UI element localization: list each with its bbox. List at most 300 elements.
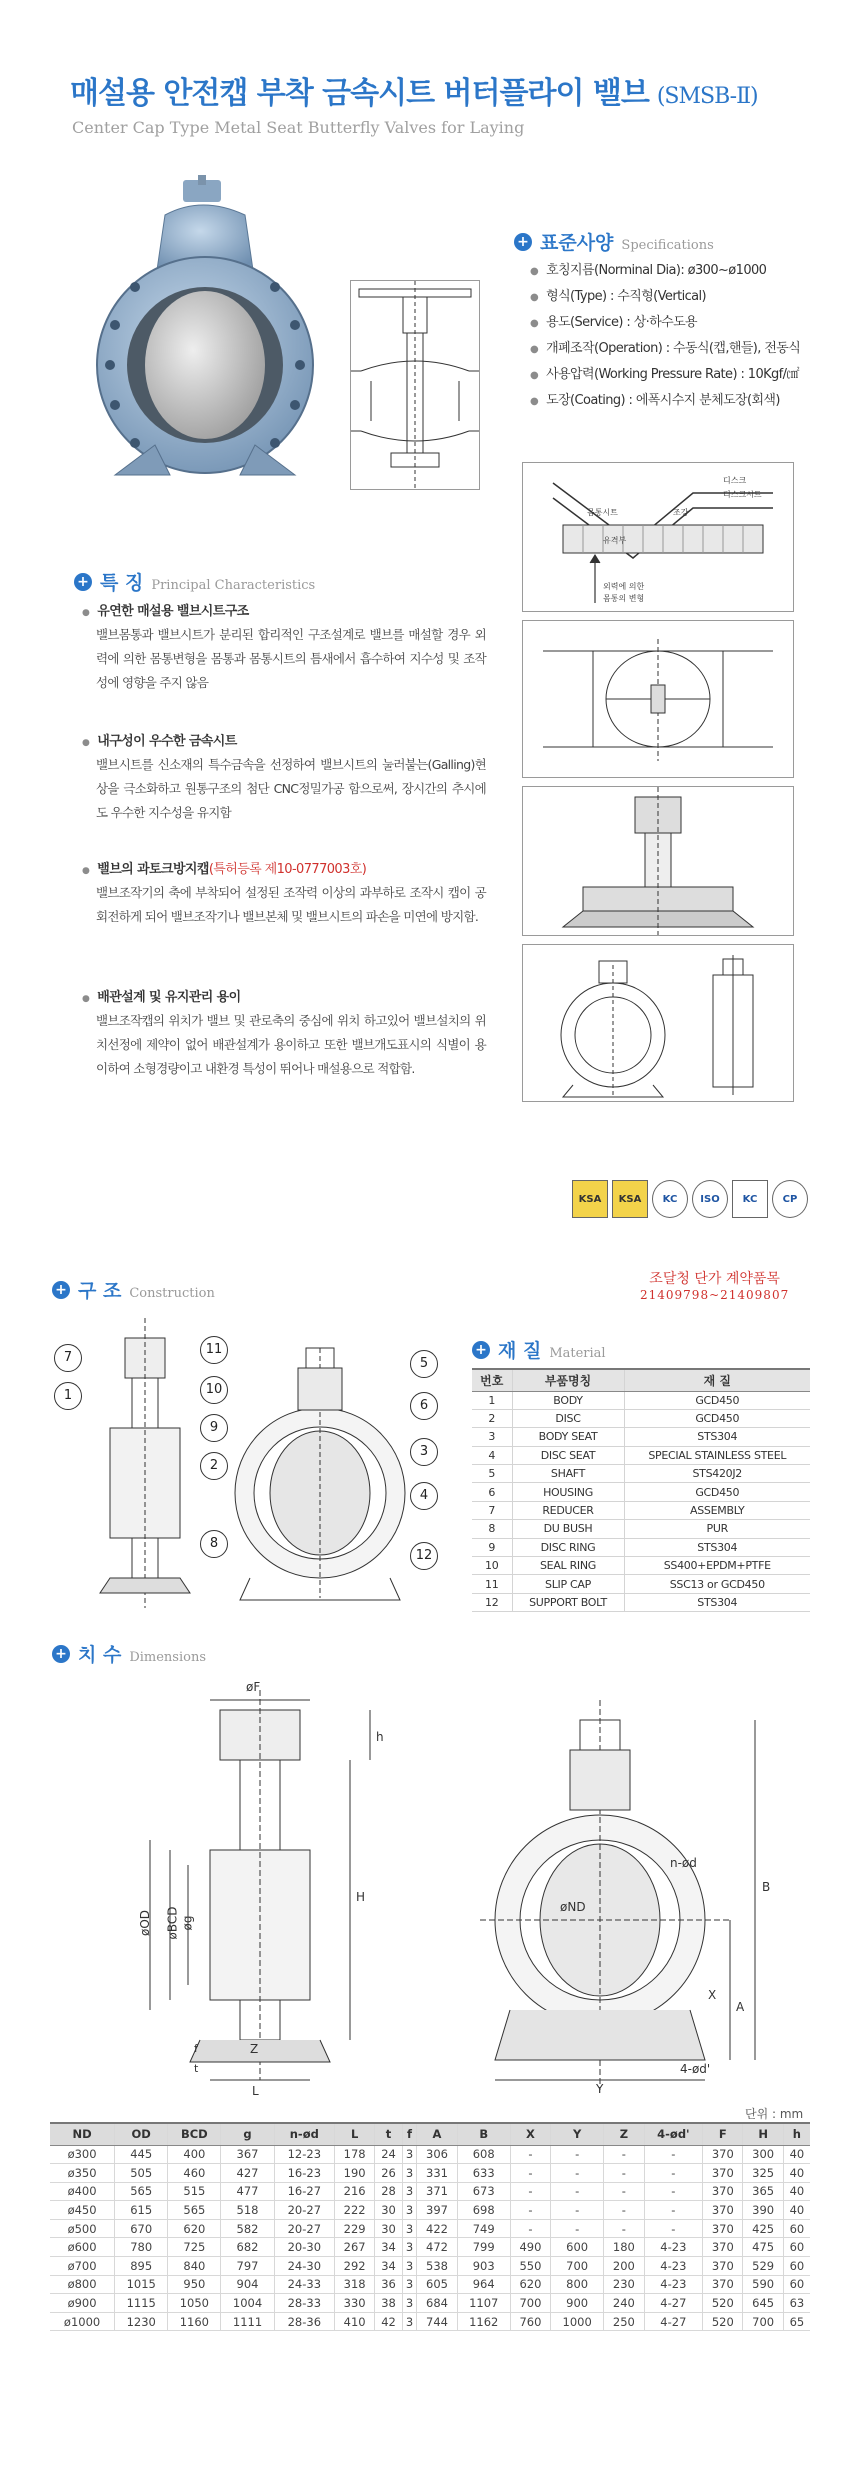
label-external-force: 외력에 의한 (603, 582, 645, 591)
table-cell: ASSEMBLY (624, 1501, 810, 1519)
table-cell: 425 (743, 2219, 783, 2238)
label-disc: 디스크 (723, 476, 747, 485)
dimension-header-row (50, 2123, 810, 2145)
table-cell: 24-30 (274, 2257, 334, 2276)
label-deformation: 몸통의 변형 (603, 594, 645, 603)
table-cell: 331 (417, 2164, 457, 2183)
table-cell: 3 (402, 2275, 417, 2294)
feature-heading: 유연한 매설용 밸브시트구조 (97, 604, 249, 619)
construction-title-en: Construction (129, 1286, 215, 1301)
table-cell: ø900 (50, 2294, 115, 2313)
feature-item (96, 600, 486, 695)
table-cell: 725 (168, 2238, 221, 2257)
plus-icon: + (514, 233, 532, 251)
table-cell: - (604, 2219, 644, 2238)
table-cell: 370 (703, 2164, 743, 2183)
table-cell: 365 (743, 2182, 783, 2201)
column-header: ND (50, 2123, 115, 2145)
table-row (472, 1575, 810, 1593)
table-cell: 645 (743, 2294, 783, 2313)
table-cell: 65 (783, 2312, 810, 2331)
table-cell: 6 (472, 1483, 512, 1501)
table-cell: 400 (168, 2145, 221, 2164)
table-cell: 370 (703, 2257, 743, 2276)
table-cell: 28-36 (274, 2312, 334, 2331)
contract-text: 조달청 단가 계약품목 (649, 1271, 780, 1287)
table-cell: 370 (703, 2145, 743, 2164)
dim-label-nd: n-ød (670, 1856, 697, 1870)
table-cell: 16-27 (274, 2182, 334, 2201)
table-cell: 20-30 (274, 2238, 334, 2257)
table-cell: - (604, 2182, 644, 2201)
feature-item (96, 858, 486, 929)
feature-body: 밸브조작기의 축에 부착되어 설정된 조작력 이상의 과부하로 조작시 캡이 공회전하게 되어 밸브조작기나 밸브본체 및 밸브시트의 파손을 미연에 방지함. (96, 885, 486, 924)
callout-3: 3 (410, 1438, 438, 1466)
feature-heading: 내구성이 우수한 금속시트 (97, 734, 237, 749)
table-cell: 9 (472, 1538, 512, 1556)
column-header: Z (604, 2123, 644, 2145)
table-cell: 780 (115, 2238, 168, 2257)
column-header: A (417, 2123, 457, 2145)
table-cell: 250 (604, 2312, 644, 2331)
table-cell: 895 (115, 2257, 168, 2276)
table-cell: HOUSING (512, 1483, 624, 1501)
certification-logos (572, 1180, 808, 1218)
table-cell: 4-23 (644, 2275, 703, 2294)
table-cell: ø500 (50, 2219, 115, 2238)
table-row (50, 2145, 810, 2164)
table-cell: - (644, 2182, 703, 2201)
table-cell: 3 (402, 2145, 417, 2164)
table-cell: 700 (551, 2257, 604, 2276)
table-cell: - (551, 2182, 604, 2201)
table-cell: BODY SEAT (512, 1428, 624, 1446)
construction-heading (52, 1276, 215, 1303)
contract-numbers: 21409798~21409807 (640, 1288, 790, 1302)
feature-item (96, 986, 486, 1081)
cap-drawing (522, 786, 794, 936)
table-cell: 550 (510, 2257, 550, 2276)
table-cell: 330 (335, 2294, 375, 2313)
table-cell: SS400+EPDM+PTFE (624, 1557, 810, 1575)
table-cell: ø400 (50, 2182, 115, 2201)
table-cell: 620 (510, 2275, 550, 2294)
table-cell: 1050 (168, 2294, 221, 2313)
callout-1: 1 (54, 1382, 82, 1410)
table-cell: 760 (510, 2312, 550, 2331)
table-cell: 633 (457, 2164, 510, 2183)
table-cell: 60 (783, 2238, 810, 2257)
table-cell: 904 (221, 2275, 274, 2294)
column-header: h (783, 2123, 810, 2145)
seat-detail-drawing (522, 462, 794, 612)
table-cell: 700 (510, 2294, 550, 2313)
section-drawing (350, 280, 480, 490)
table-cell: STS420J2 (624, 1465, 810, 1483)
table-cell: 60 (783, 2275, 810, 2294)
table-cell: 30 (375, 2219, 402, 2238)
table-cell: 292 (335, 2257, 375, 2276)
table-cell: 903 (457, 2257, 510, 2276)
table-row (472, 1520, 810, 1538)
table-cell: 422 (417, 2219, 457, 2238)
table-cell: 605 (417, 2275, 457, 2294)
plus-icon: + (472, 1341, 490, 1359)
table-cell: 490 (510, 2238, 550, 2257)
table-cell: 590 (743, 2275, 783, 2294)
dim-label-X: X (708, 1988, 717, 2002)
spec-list (530, 258, 800, 414)
label-disc-seat: 디스크시트 (723, 490, 762, 499)
table-cell: - (551, 2219, 604, 2238)
dim-label-Z: Z (250, 2042, 259, 2056)
table-cell: 306 (417, 2145, 457, 2164)
table-cell: 370 (703, 2182, 743, 2201)
table-cell: ø300 (50, 2145, 115, 2164)
table-row (50, 2257, 810, 2276)
table-row (50, 2312, 810, 2331)
page-title (70, 68, 758, 112)
table-cell: 840 (168, 2257, 221, 2276)
table-cell: REDUCER (512, 1501, 624, 1519)
table-cell: 1 (472, 1391, 512, 1409)
table-cell: STS304 (624, 1428, 810, 1446)
dimensions-heading (52, 1640, 206, 1667)
table-cell: 520 (703, 2312, 743, 2331)
material-table-body (472, 1391, 810, 1612)
table-cell: 40 (783, 2145, 810, 2164)
characteristics-title-en: Principal Characteristics (151, 578, 316, 593)
table-row (472, 1501, 810, 1519)
table-cell: 200 (604, 2257, 644, 2276)
table-cell: 744 (417, 2312, 457, 2331)
table-cell: 4-23 (644, 2238, 703, 2257)
table-cell: 267 (335, 2238, 375, 2257)
table-cell: PUR (624, 1520, 810, 1538)
unit-label: 단위 : mm (745, 2107, 804, 2121)
table-cell: 5 (472, 1465, 512, 1483)
spec-heading (514, 228, 714, 255)
table-cell: 230 (604, 2275, 644, 2294)
label-body-seat: 몸통시트 (587, 508, 618, 517)
table-cell: - (644, 2201, 703, 2220)
callout-7: 7 (54, 1344, 82, 1372)
material-header-row (472, 1369, 810, 1391)
dim-label-t: t (194, 2062, 199, 2075)
column-header: OD (115, 2123, 168, 2145)
spec-title: 표준사양 (540, 232, 614, 254)
dim-label-OD: øOD (138, 1909, 153, 1937)
material-title: 재 질 (498, 1340, 542, 1362)
table-cell: SUPPORT BOLT (512, 1593, 624, 1611)
construction-drawing (50, 1318, 460, 1608)
table-cell: 10 (472, 1557, 512, 1575)
table-row (472, 1538, 810, 1556)
column-header: H (743, 2123, 783, 2145)
table-cell: - (551, 2145, 604, 2164)
column-header: g (221, 2123, 274, 2145)
table-cell: 370 (703, 2219, 743, 2238)
table-cell: 20-27 (274, 2219, 334, 2238)
table-cell: 1000 (551, 2312, 604, 2331)
table-cell: 28 (375, 2182, 402, 2201)
table-cell: SHAFT (512, 1465, 624, 1483)
table-row (472, 1428, 810, 1446)
table-cell: 2 (472, 1409, 512, 1427)
table-cell: 371 (417, 2182, 457, 2201)
table-cell: 40 (783, 2164, 810, 2183)
table-cell: - (510, 2201, 550, 2220)
callout-4: 4 (410, 1482, 438, 1510)
table-cell: 20-27 (274, 2201, 334, 2220)
table-row (472, 1446, 810, 1464)
table-cell: SSC13 or GCD450 (624, 1575, 810, 1593)
table-cell: - (604, 2164, 644, 2183)
table-cell: 367 (221, 2145, 274, 2164)
table-cell: 16-23 (274, 2164, 334, 2183)
table-cell: 300 (743, 2145, 783, 2164)
table-row (50, 2182, 810, 2201)
spec-item: ● 사용압력(Working Pressure Rate) : 10Kgf/㎠ (530, 362, 800, 388)
table-cell: 180 (604, 2238, 644, 2257)
table-cell: 24-33 (274, 2275, 334, 2294)
dim-label-ND: øND (560, 1900, 586, 1914)
table-cell: 3 (402, 2312, 417, 2331)
column-header: B (457, 2123, 510, 2145)
table-row (472, 1409, 810, 1427)
dim-label-A: A (736, 2000, 745, 2014)
construction-title: 구 조 (78, 1280, 122, 1302)
table-row (472, 1557, 810, 1575)
table-cell: 370 (703, 2201, 743, 2220)
table-cell: ø800 (50, 2275, 115, 2294)
patent-number: (특허등록 제10-0777003호) (208, 862, 367, 877)
table-cell: 600 (551, 2238, 604, 2257)
table-cell: GCD450 (624, 1483, 810, 1501)
column-header: n-ød (274, 2123, 334, 2145)
table-cell: 216 (335, 2182, 375, 2201)
callout-10: 10 (200, 1376, 228, 1404)
spec-item: ● 도장(Coating) : 에폭시수지 분체도장(회색) (530, 388, 800, 414)
table-cell: DISC RING (512, 1538, 624, 1556)
cp-logo: CP (772, 1180, 808, 1218)
table-cell: 410 (335, 2312, 375, 2331)
table-cell: 318 (335, 2275, 375, 2294)
table-cell: - (604, 2145, 644, 2164)
characteristics-heading (74, 568, 315, 595)
column-header: f (402, 2123, 417, 2145)
column-header: Y (551, 2123, 604, 2145)
table-cell: 799 (457, 2238, 510, 2257)
table-cell: DISC SEAT (512, 1446, 624, 1464)
table-cell: - (510, 2145, 550, 2164)
plus-icon: + (74, 573, 92, 591)
table-cell: 472 (417, 2238, 457, 2257)
table-cell: 475 (743, 2238, 783, 2257)
dim-label-F: øF (246, 1680, 261, 1694)
table-cell: 749 (457, 2219, 510, 2238)
table-cell: 673 (457, 2182, 510, 2201)
column-header: L (335, 2123, 375, 2145)
feature-item (96, 730, 486, 825)
table-cell: 370 (703, 2238, 743, 2257)
ksa-logo: KSA (572, 1180, 608, 1218)
table-cell: 427 (221, 2164, 274, 2183)
table-cell: GCD450 (624, 1409, 810, 1427)
table-cell: 460 (168, 2164, 221, 2183)
valve-photo (95, 175, 335, 495)
table-cell: STS304 (624, 1538, 810, 1556)
dimension-table (50, 2122, 810, 2331)
callout-5: 5 (410, 1350, 438, 1378)
callout-11: 11 (200, 1336, 228, 1364)
table-row (472, 1483, 810, 1501)
spec-item: ● 개폐조작(Operation) : 수동식(캡,핸들), 전동식 (530, 336, 800, 362)
table-cell: 325 (743, 2164, 783, 2183)
table-cell: 3 (402, 2201, 417, 2220)
table-cell: ø350 (50, 2164, 115, 2183)
material-heading (472, 1336, 606, 1363)
table-row (472, 1391, 810, 1409)
table-cell: STS304 (624, 1593, 810, 1611)
iso-logo: ISO (692, 1180, 728, 1218)
column-header: BCD (168, 2123, 221, 2145)
table-cell: - (551, 2164, 604, 2183)
table-cell: 7 (472, 1501, 512, 1519)
table-cell: 38 (375, 2294, 402, 2313)
kc-mark-logo: KC (732, 1180, 768, 1218)
table-cell: 565 (168, 2201, 221, 2220)
table-cell: 900 (551, 2294, 604, 2313)
table-cell: 1230 (115, 2312, 168, 2331)
table-cell: 8 (472, 1520, 512, 1538)
table-cell: 229 (335, 2219, 375, 2238)
table-cell: - (551, 2201, 604, 2220)
table-cell: ø700 (50, 2257, 115, 2276)
header-material: 재 질 (624, 1369, 810, 1391)
table-cell: 684 (417, 2294, 457, 2313)
table-cell: - (510, 2164, 550, 2183)
callout-6: 6 (410, 1392, 438, 1420)
dimension-table-body (50, 2145, 810, 2331)
table-cell: 60 (783, 2257, 810, 2276)
table-cell: 11 (472, 1575, 512, 1593)
table-row (50, 2201, 810, 2220)
table-cell: BODY (512, 1391, 624, 1409)
table-cell: 397 (417, 2201, 457, 2220)
table-cell: 3 (402, 2294, 417, 2313)
callout-8: 8 (200, 1530, 228, 1558)
table-cell: 390 (743, 2201, 783, 2220)
table-cell: 34 (375, 2238, 402, 2257)
table-cell: 520 (703, 2294, 743, 2313)
table-cell: - (604, 2201, 644, 2220)
table-cell: 529 (743, 2257, 783, 2276)
table-row (50, 2294, 810, 2313)
dim-label-B: B (762, 1880, 771, 1894)
plus-icon: + (52, 1281, 70, 1299)
callout-2: 2 (200, 1452, 228, 1480)
table-cell: 4 (472, 1446, 512, 1464)
table-cell: 12 (472, 1593, 512, 1611)
table-cell: SLIP CAP (512, 1575, 624, 1593)
disc-drawing (522, 620, 794, 778)
callout-12: 12 (410, 1542, 438, 1570)
table-cell: 682 (221, 2238, 274, 2257)
dim-label-BCD: øBCD (165, 1906, 180, 1940)
table-cell: ø1000 (50, 2312, 115, 2331)
table-cell: SPECIAL STAINLESS STEEL (624, 1446, 810, 1464)
table-cell: 28-33 (274, 2294, 334, 2313)
table-row (472, 1593, 810, 1611)
spec-item: ● 형식(Type) : 수직형(Vertical) (530, 284, 800, 310)
spec-title-en: Specifications (621, 238, 714, 253)
feature-body: 밸브조작캡의 위치가 밸브 및 관로축의 중심에 위치 하고있어 밸브설치의 위치선정에 제약이 없어 배관설계가 용이하고 또한 밸브개도표시의 식별이 용이하여 소형경량이고 내환경 특성이 뛰어나 매설용으로 적합함. (96, 1013, 486, 1076)
table-cell: 178 (335, 2145, 375, 2164)
table-cell: ø600 (50, 2238, 115, 2257)
table-cell: ø450 (50, 2201, 115, 2220)
column-header: t (375, 2123, 402, 2145)
table-cell: 608 (457, 2145, 510, 2164)
table-cell: 950 (168, 2275, 221, 2294)
table-cell: 515 (168, 2182, 221, 2201)
table-cell: 222 (335, 2201, 375, 2220)
table-cell: 582 (221, 2219, 274, 2238)
table-cell: DISC (512, 1409, 624, 1427)
table-cell: 3 (472, 1428, 512, 1446)
table-cell: 42 (375, 2312, 402, 2331)
table-cell: 445 (115, 2145, 168, 2164)
dim-label-f: f (194, 2042, 198, 2055)
table-cell: - (510, 2219, 550, 2238)
table-cell: 964 (457, 2275, 510, 2294)
table-cell: 1160 (168, 2312, 221, 2331)
table-cell: 698 (457, 2201, 510, 2220)
table-cell: 40 (783, 2182, 810, 2201)
table-row (50, 2219, 810, 2238)
table-cell: 370 (703, 2275, 743, 2294)
table-cell: 3 (402, 2182, 417, 2201)
feature-body: 밸브몸통과 밸브시트가 분리된 합리적인 구조설계로 밸브를 매설할 경우 외력에 의한 몸통변형을 몸통과 몸통시트의 틈새에서 흡수하여 지수성 및 조작성에 영향을 주지 않음 (96, 627, 486, 690)
spec-item: ● 용도(Service) : 상·하수도용 (530, 310, 800, 336)
table-cell: 565 (115, 2182, 168, 2201)
column-header: F (703, 2123, 743, 2145)
table-cell: 190 (335, 2164, 375, 2183)
table-cell: 1004 (221, 2294, 274, 2313)
feature-heading: 배관설계 및 유지관리 용이 (97, 990, 241, 1005)
label-gap: 유격부 (603, 536, 627, 545)
model-code: (SMSB-Ⅱ) (656, 84, 758, 109)
table-cell: 1015 (115, 2275, 168, 2294)
table-cell: 36 (375, 2275, 402, 2294)
dim-label-H: H (356, 1890, 366, 1904)
table-cell: - (644, 2164, 703, 2183)
table-cell: SEAL RING (512, 1557, 624, 1575)
callout-9: 9 (200, 1414, 228, 1442)
table-cell: 12-23 (274, 2145, 334, 2164)
table-cell: 1111 (221, 2312, 274, 2331)
contract-note (640, 1268, 789, 1302)
table-cell: DU BUSH (512, 1520, 624, 1538)
feature-body: 밸브시트를 신소재의 특수금속을 선정하여 밸브시트의 눌러붙는(Galling)현상을 극소화하고 원통구조의 첨단 CNC정밀가공 함으로써, 장시간의 추시에도 우수한 지수성을 유지함 (96, 757, 486, 820)
table-cell: 4-27 (644, 2294, 703, 2313)
table-cell: 700 (743, 2312, 783, 2331)
table-cell: 615 (115, 2201, 168, 2220)
table-cell: 60 (783, 2219, 810, 2238)
table-row (472, 1465, 810, 1483)
dim-label-L: L (252, 2084, 259, 2098)
table-cell: 797 (221, 2257, 274, 2276)
